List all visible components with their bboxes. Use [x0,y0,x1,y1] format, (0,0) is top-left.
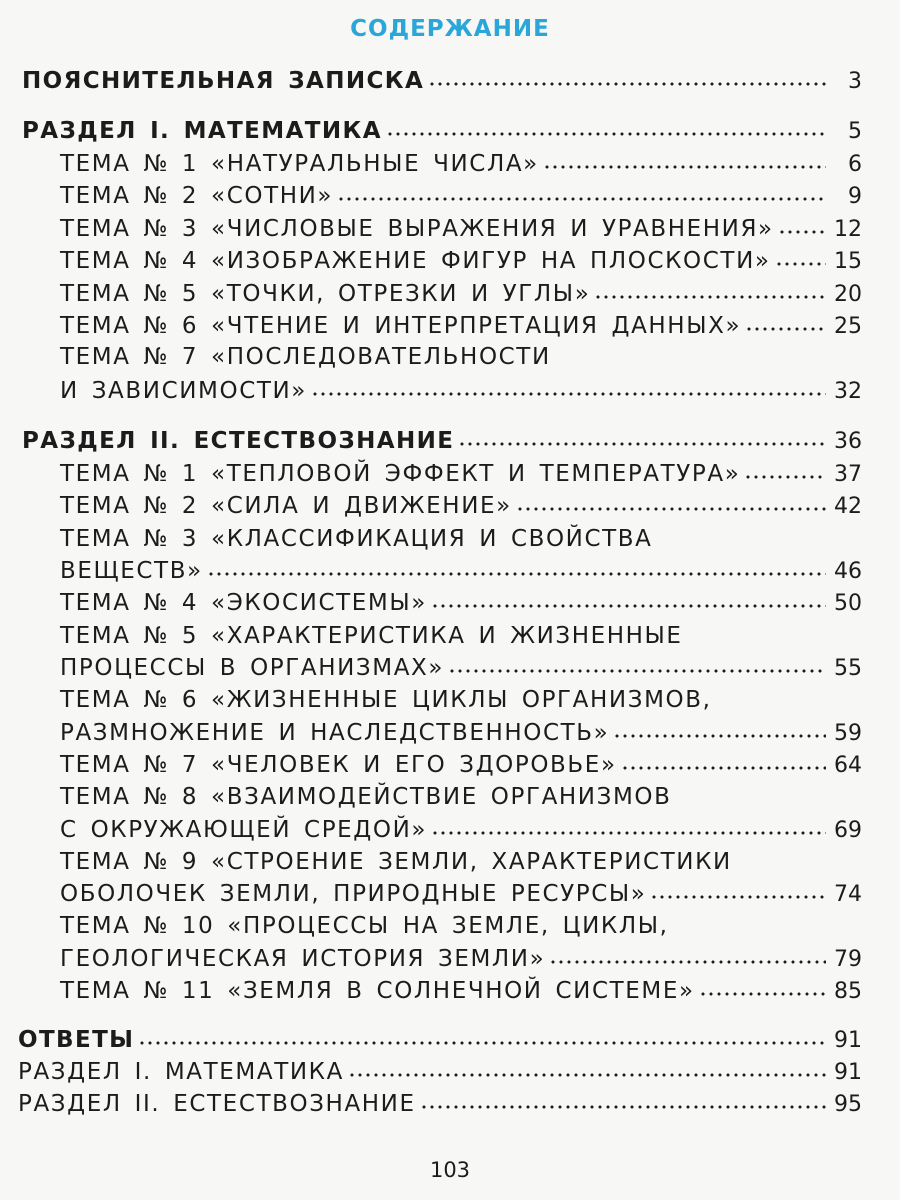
toc-page-number: 5 [848,119,862,144]
toc-page-number: 69 [834,818,862,843]
leader-dots [386,132,826,136]
toc-entry-answers-science[interactable] [18,1091,862,1117]
toc-entry-science-topic-6[interactable] [60,720,862,746]
toc-entry-text: ТЕМА № 1 «ТЕПЛОВОЙ ЭФФЕКТ И ТЕМПЕРАТУРА» [60,461,741,487]
leader-dots [138,1041,826,1045]
leader-dots [549,960,826,964]
toc-entry-science-topic-3[interactable] [60,558,862,584]
toc-entry-science-topic-5-line1[interactable]: ТЕМА № 5 «ХАРАКТЕРИСТИКА И ЖИЗНЕННЫЕ [60,623,683,649]
toc-entry-math-topic-2[interactable] [60,183,862,209]
toc-entry-math-topic-6[interactable] [60,313,862,339]
toc-entry-science-topic-6-line1[interactable]: ТЕМА № 6 «ЖИЗНЕННЫЕ ЦИКЛЫ ОРГАНИЗМОВ, [60,687,712,713]
toc-page-number: 74 [834,882,862,907]
toc-page-number: 42 [834,494,862,519]
leader-dots [311,392,826,396]
toc-entry-science-topic-8-line1[interactable]: ТЕМА № 8 «ВЗАИМОДЕЙСТВИЕ ОРГАНИЗМОВ [60,784,672,810]
toc-entry-science-topic-10[interactable] [60,946,862,972]
toc-page-number: 36 [834,429,862,454]
toc-page-number: 46 [834,559,862,584]
leader-dots [745,327,826,331]
toc-entry-text: ОБОЛОЧЕК ЗЕМЛИ, ПРИРОДНЫЕ РЕСУРСЫ» [60,881,647,907]
toc-entry-science-topic-8[interactable] [60,817,862,843]
toc-entry-text: ОТВЕТЫ [18,1027,135,1053]
leader-dots [543,165,826,169]
toc-entry-text: ТЕМА № 7 «ЧЕЛОВЕК И ЕГО ЗДОРОВЬЕ» [60,752,617,778]
toc-entry-science-topic-3-line1[interactable]: ТЕМА № 3 «КЛАССИФИКАЦИЯ И СВОЙСТВА [60,526,653,552]
leader-dots [516,507,826,511]
toc-page-number: 37 [834,462,862,487]
toc-entry-text: ГЕОЛОГИЧЕСКАЯ ИСТОРИЯ ЗЕМЛИ» [60,946,546,972]
toc-page-number: 25 [834,314,862,339]
leader-dots [458,442,826,446]
toc-entry-science-topic-11[interactable] [60,978,862,1004]
leader-dots [621,766,826,770]
toc-page-number: 55 [834,656,862,681]
toc-entry-math-topic-7-line1[interactable]: ТЕМА № 7 «ПОСЛЕДОВАТЕЛЬНОСТИ [60,344,551,370]
toc-page-number: 91 [834,1060,862,1085]
toc-page-number: 85 [834,979,862,1004]
toc-page-number: 79 [834,947,862,972]
toc-entry-text: ТЕМА № 5 «ТОЧКИ, ОТРЕЗКИ И УГЛЫ» [60,281,591,307]
toc-entry-text: И ЗАВИСИМОСТИ» [60,378,307,404]
toc-page-number: 6 [848,152,862,177]
toc-entry-math-topic-3[interactable] [60,216,862,242]
toc-entry-science-topic-2[interactable] [60,493,862,519]
leader-dots [431,604,826,608]
toc-entry-math-topic-4[interactable] [60,248,862,274]
toc-entry-math-topic-7[interactable] [60,378,862,404]
page-number-footer: 103 [429,1158,471,1182]
toc-entry-text: ТЕМА № 2 «СИЛА И ДВИЖЕНИЕ» [60,493,512,519]
toc-page-number: 9 [848,184,862,209]
leader-dots [207,572,826,576]
toc-page-number: 64 [834,753,862,778]
leader-dots [428,82,826,86]
leader-dots [431,831,826,835]
leader-dots [613,734,826,738]
toc-page-number: 20 [834,282,862,307]
toc-page-number: 15 [834,249,862,274]
toc-entry-science-topic-5[interactable] [60,655,862,681]
toc-page-number: 59 [834,721,862,746]
toc-page-number: 32 [834,379,862,404]
toc-page-number: 50 [834,591,862,616]
leader-dots [594,295,826,299]
toc-entry-text: ТЕМА № 3 «ЧИСЛОВЫЕ ВЫРАЖЕНИЯ И УРАВНЕНИЯ» [60,216,774,242]
toc-entry-text: С ОКРУЖАЮЩЕЙ СРЕДОЙ» [60,817,428,843]
toc-entry-text: РАЗДЕЛ I. МАТЕМАТИКА [18,1059,344,1085]
toc-entry-section-science[interactable] [22,428,862,454]
toc-entry-science-topic-7[interactable] [60,752,862,778]
toc-entry-text: РАЗДЕЛ I. МАТЕМАТИКА [22,118,382,144]
leader-dots [650,895,826,899]
toc-entry-text: ТЕМА № 11 «ЗЕМЛЯ В СОЛНЕЧНОЙ СИСТЕМЕ» [60,978,695,1004]
toc-entry-science-topic-1[interactable] [60,461,862,487]
leader-dots [699,992,826,996]
toc-entry-science-topic-4[interactable] [60,590,862,616]
toc-entry-text: ТЕМА № 6 «ЧТЕНИЕ И ИНТЕРПРЕТАЦИЯ ДАННЫХ» [60,313,742,339]
leader-dots [775,262,826,266]
toc-entry-text: ТЕМА № 4 «ИЗОБРАЖЕНИЕ ФИГУР НА ПЛОСКОСТИ» [60,248,771,274]
toc-entry-answers-math[interactable] [18,1059,862,1085]
toc-entry-text: ТЕМА № 4 «ЭКОСИСТЕМЫ» [60,590,427,616]
toc-page-number: 3 [848,69,862,94]
toc-entry-text: ТЕМА № 2 «СОТНИ» [60,183,334,209]
toc-entry-text: ПРОЦЕССЫ В ОРГАНИЗМАХ» [60,655,445,681]
leader-dots [348,1073,826,1077]
toc-entry-section-math[interactable] [22,118,862,144]
toc-page-number: 95 [834,1092,862,1117]
toc-page-number: 12 [834,217,862,242]
toc-entry-text: ПОЯСНИТЕЛЬНАЯ ЗАПИСКА [22,68,425,94]
toc-entry-text: РАЗДЕЛ II. ЕСТЕСТВОЗНАНИЕ [18,1091,416,1117]
toc-entry-text: РАЗМНОЖЕНИЕ И НАСЛЕДСТВЕННОСТЬ» [60,720,610,746]
toc-entry-science-topic-9-line1[interactable]: ТЕМА № 9 «СТРОЕНИЕ ЗЕМЛИ, ХАРАКТЕРИСТИКИ [60,849,732,875]
leader-dots [744,475,826,479]
leader-dots [420,1105,826,1109]
toc-entry-intro[interactable] [22,68,862,94]
toc-entry-science-topic-9[interactable] [60,881,862,907]
toc-page-number: 91 [834,1028,862,1053]
toc-entry-math-topic-5[interactable] [60,281,862,307]
toc-entry-math-topic-1[interactable] [60,151,862,177]
toc-entry-text: РАЗДЕЛ II. ЕСТЕСТВОЗНАНИЕ [22,428,455,454]
leader-dots [778,230,826,234]
leader-dots [448,669,826,673]
toc-title: СОДЕРЖАНИЕ [350,16,550,42]
leader-dots [337,197,826,201]
toc-entry-text: ВЕЩЕСТВ» [60,558,203,584]
toc-entry-science-topic-10-line1[interactable]: ТЕМА № 10 «ПРОЦЕССЫ НА ЗЕМЛЕ, ЦИКЛЫ, [60,913,669,939]
toc-entry-text: ТЕМА № 1 «НАТУРАЛЬНЫЕ ЧИСЛА» [60,151,539,177]
toc-entry-answers[interactable] [18,1027,862,1053]
